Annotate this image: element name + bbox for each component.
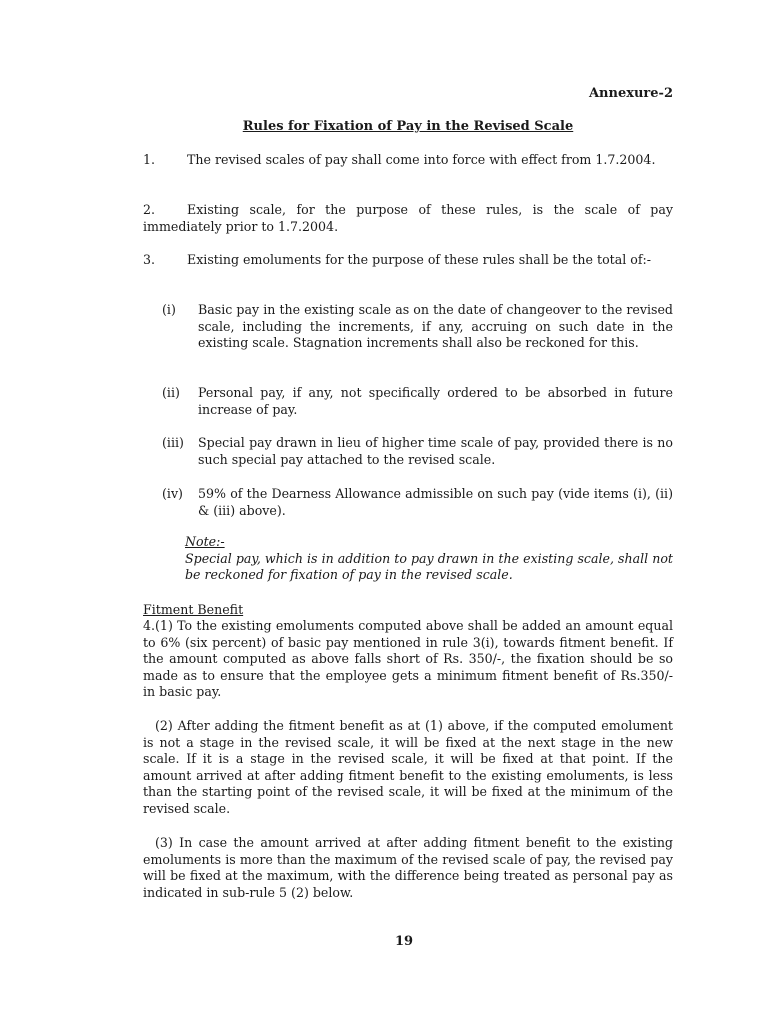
- fitment-heading: Fitment Benefit: [143, 602, 244, 617]
- rule-2: [143, 202, 673, 235]
- rule-1: [143, 152, 673, 169]
- sub-item-text: Personal pay, if any, not specifically ordered to be absorbed in future increase of pay.: [198, 385, 673, 417]
- sub-item-label: (ii): [162, 385, 180, 400]
- sub-item-text: Special pay drawn in lieu of higher time scale of pay, provided there is no such special pay attached to the revised scale.: [198, 435, 673, 467]
- sub-item-ii: [162, 385, 673, 418]
- fitment-paragraph-3: (3) In case the amount arrived at after adding fitment benefit to the existing emoluments is more than the maximum of the revised scale of pay, the revised pay will be fixed at the maximum, with the difference being treated as personal pay as indicated in sub-rule 5 (2) below.: [143, 835, 673, 900]
- rule-number: 3.: [143, 252, 156, 267]
- document-title: Rules for Fixation of Pay in the Revised Scale: [242, 119, 574, 134]
- rule-text: Existing scale, for the purpose of these rules, is the scale of pay immediately prior to 1.7.2004.: [143, 202, 673, 234]
- sub-item-text: 59% of the Dearness Allowance admissible on such pay (vide items (i), (ii) & (iii) above).: [198, 486, 673, 518]
- sub-item-label: (i): [162, 302, 176, 317]
- rule-text: The revised scales of pay shall come into force with effect from 1.7.2004.: [187, 152, 656, 167]
- sub-item-iv: [162, 486, 673, 519]
- annexure-label: Annexure-2: [588, 86, 673, 101]
- rule-3: [143, 252, 673, 269]
- note-text: Special pay, which is in addition to pay drawn in the existing scale, shall not be reckoned for fixation of pay in the revised scale.: [185, 550, 673, 583]
- fitment-paragraph-1: 4.(1) To the existing emoluments computed above shall be added an amount equal to 6% (six percent) of basic pay mentioned in rule 3(i), towards fitment benefit. If the amount computed as above falls short of Rs. 350/-, the fixation should be so made as to ensure that the employee gets a minimum fitment benefit of Rs.350/- in basic pay.: [143, 618, 673, 700]
- note-label: Note:-: [185, 534, 225, 549]
- note-block: [185, 534, 673, 584]
- page-number: 19: [394, 934, 414, 949]
- rule-text: Existing emoluments for the purpose of these rules shall be the total of:-: [187, 252, 651, 267]
- rule-number: 2.: [143, 202, 156, 217]
- sub-item-label: (iii): [162, 435, 184, 450]
- rule-number: 1.: [143, 152, 156, 167]
- sub-item-text: Basic pay in the existing scale as on the date of changeover to the revised scale, including the increments, if any, accruing on such date in the existing scale. Stagnation increments shall also be reckoned for this.: [198, 302, 673, 351]
- fitment-paragraph-2: (2) After adding the fitment benefit as at (1) above, if the computed emolument is not a stage in the revised scale, it will be fixed at the next stage in the new scale. If it is a stage in the revised scale, it will be fixed at that point. If the amount arrived at after adding fitment benefit to the existing emoluments, is less than the starting point of the revised scale, it will be fixed at the minimum of the revised scale.: [143, 718, 673, 816]
- sub-item-iii: [162, 435, 673, 468]
- sub-item-i: [162, 302, 673, 352]
- sub-item-label: (iv): [162, 486, 183, 501]
